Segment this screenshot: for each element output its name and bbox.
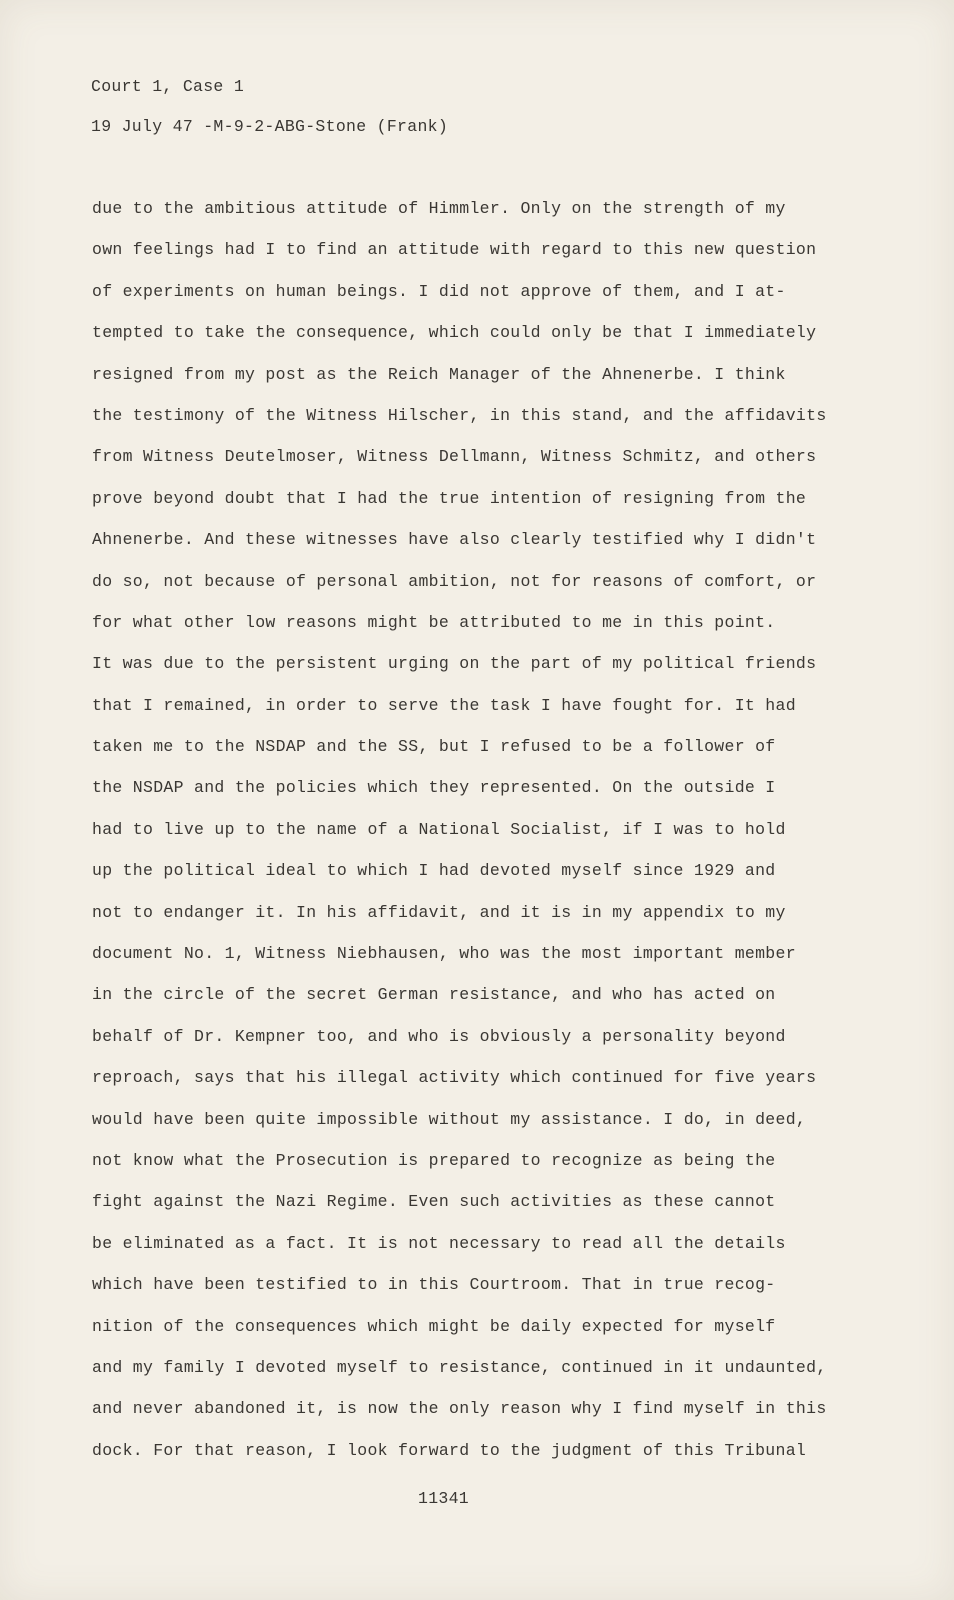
text-line: fight against the Nazi Regime. Even such activities as these cannot <box>92 1192 776 1212</box>
court-case-header: Court 1, Case 1 <box>91 77 245 96</box>
text-line: which have been testified to in this Courtroom. That in true recog- <box>92 1275 776 1295</box>
text-line: and my family I devoted myself to resistance, continued in it undaunted, <box>92 1357 827 1377</box>
text-line: dock. For that reason, I look forward to the judgment of this Tribunal <box>92 1440 807 1460</box>
text-line: behalf of Dr. Kempner too, and who is obviously a personality beyond <box>92 1026 786 1046</box>
text-line: not to endanger it. In his affidavit, and it is in my appendix to my <box>92 902 786 922</box>
text-line: nition of the consequences which might be daily expected for myself <box>92 1316 776 1336</box>
text-line: of experiments on human beings. I did not approve of them, and I at- <box>92 281 786 301</box>
text-line: own feelings had I to find an attitude with regard to this new question <box>92 240 817 260</box>
text-line: be eliminated as a fact. It is not necessary to read all the details <box>92 1233 786 1253</box>
page-number: 11341 <box>418 1489 470 1508</box>
text-line: in the circle of the secret German resistance, and who has acted on <box>92 985 776 1005</box>
text-line: taken me to the NSDAP and the SS, but I refused to be a follower of <box>92 737 776 757</box>
date-session-header: 19 July 47 -M-9-2-ABG-Stone (Frank) <box>91 117 449 136</box>
text-line: would have been quite impossible without my assistance. I do, in deed, <box>92 1109 807 1129</box>
text-line: had to live up to the name of a National Socialist, if I was to hold <box>92 819 786 839</box>
text-line: resigned from my post as the Reich Manager of the Ahnenerbe. I think <box>92 364 786 384</box>
text-line: that I remained, in order to serve the task I have fought for. It had <box>92 695 796 715</box>
text-line: document No. 1, Witness Niebhausen, who was the most important member <box>92 944 796 964</box>
text-line: and never abandoned it, is now the only reason why I find myself in this <box>92 1399 827 1419</box>
text-line: Ahnenerbe. And these witnesses have also clearly testified why I didn't <box>92 530 817 550</box>
text-line: prove beyond doubt that I had the true intention of resigning from the <box>92 488 807 508</box>
text-line: do so, not because of personal ambition, not for reasons of comfort, or <box>92 571 817 591</box>
text-line: the NSDAP and the policies which they represented. On the outside I <box>92 778 776 798</box>
text-line: from Witness Deutelmoser, Witness Dellmann, Witness Schmitz, and others <box>92 447 817 467</box>
text-line: It was due to the persistent urging on the part of my political friends <box>92 654 817 674</box>
transcript-body <box>92 197 827 1480</box>
text-line: not know what the Prosecution is prepared to recognize as being the <box>92 1150 776 1170</box>
text-line: for what other low reasons might be attributed to me in this point. <box>92 612 776 632</box>
text-line: due to the ambitious attitude of Himmler. Only on the strength of my <box>92 199 786 218</box>
text-line: the testimony of the Witness Hilscher, in this stand, and the affidavits <box>92 405 827 425</box>
text-line: up the political ideal to which I had devoted myself since 1929 and <box>92 861 776 881</box>
text-line: tempted to take the consequence, which could only be that I immediately <box>92 323 817 343</box>
text-line: reproach, says that his illegal activity which continued for five years <box>92 1068 817 1088</box>
